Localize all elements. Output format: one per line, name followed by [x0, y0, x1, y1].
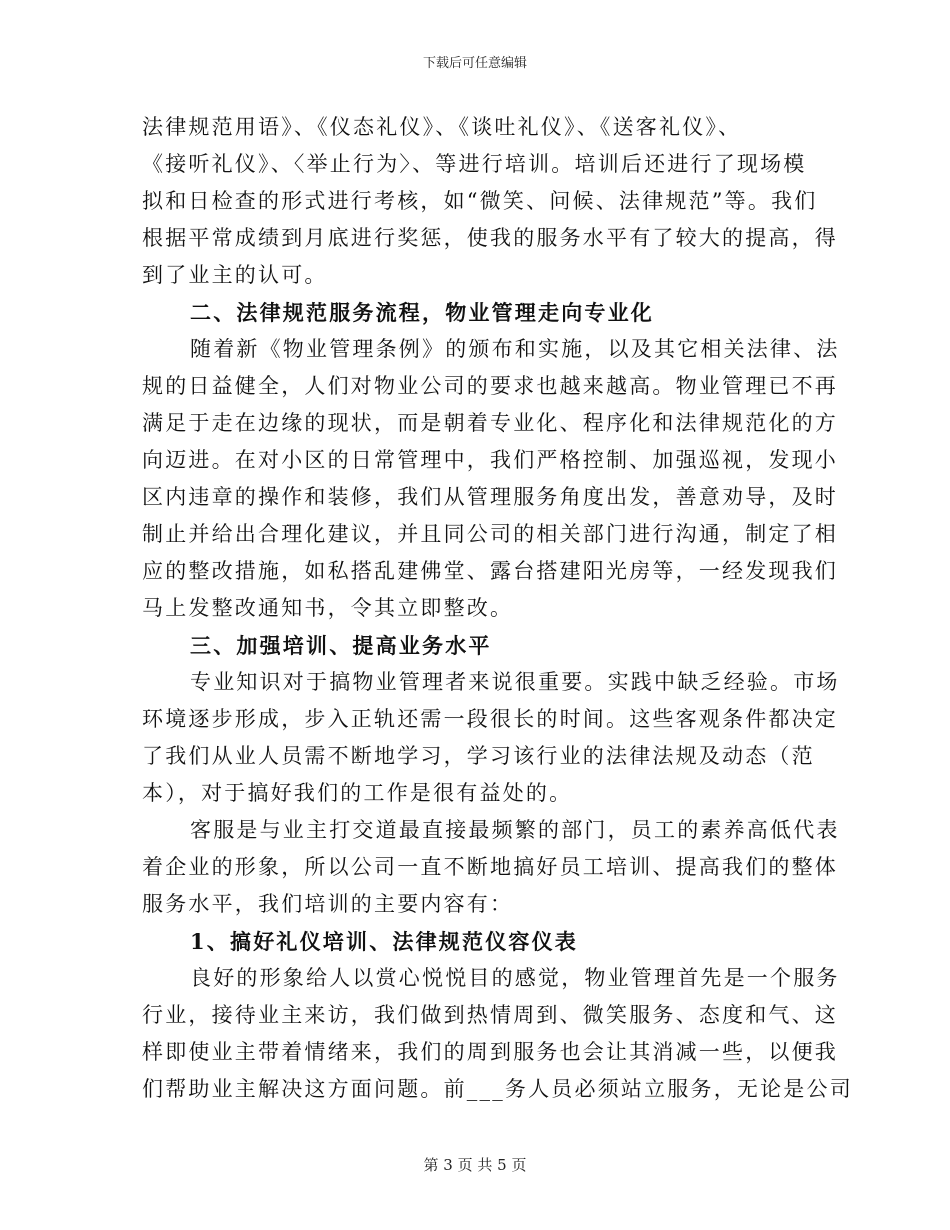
- page-footer: 第 3 页 共 5 页: [423, 1156, 527, 1174]
- body-line: 们帮助业主解决这方面问题。前___务人员必须站立服务，无论是公司: [142, 1077, 853, 1101]
- body-line: 服务水平，我们培训的主要内容有：: [142, 892, 514, 916]
- paragraph-start: 客服是与业主打交道最直接最频繁的部门，员工的素养高低代表: [190, 818, 840, 842]
- paragraph-start: 良好的形象给人以赏心悦悦目的感觉，物业管理首先是一个服务: [190, 966, 840, 990]
- body-line: 拟和日检查的形式进行考核，如“微笑、问候、法律规范”等。我们: [142, 189, 818, 213]
- body-line: 到了业主的认可。: [142, 263, 328, 287]
- body-line: 《接听礼仪》、〈举止行为〉、等进行培训。培训后还进行了现场模: [142, 152, 807, 176]
- body-line: 根据平常成绩到月底进行奖惩，使我的服务水平有了较大的提高，得: [142, 226, 838, 250]
- body-line: 满足于走在边缘的现状，而是朝着专业化、程序化和法律规范化的方: [142, 411, 838, 435]
- body-line: 马上发整改通知书，令其立即整改。: [142, 596, 514, 620]
- body-line: 应的整改措施，如私搭乱建佛堂、露台搭建阳光房等，一经发现我们: [142, 559, 838, 583]
- body-line: 制止并给出合理化建议，并且同公司的相关部门进行沟通，制定了相: [142, 522, 838, 546]
- body-line: 区内违章的操作和装修，我们从管理服务角度出发，善意劝导，及时: [142, 485, 838, 509]
- body-line: 了我们从业人员需不断地学习，学习该行业的法律法规及动态（范: [142, 744, 815, 768]
- subsection-heading-1: 1、搞好礼仪培训、法律规范仪容仪表: [190, 929, 579, 954]
- body-line: 法律规范用语》、《仪态礼仪》、《谈吐礼仪》、《送客礼仪》、: [142, 115, 742, 139]
- document-body: [142, 109, 853, 1108]
- body-line: 向迈进。在对小区的日常管理中，我们严格控制、加强巡视，发现小: [142, 448, 838, 472]
- body-line: 着企业的形象，所以公司一直不断地搞好员工培训、提高我们的整体: [142, 855, 838, 879]
- section-heading-3: 三、加强培训、提高业务水平: [190, 633, 492, 658]
- body-line: 行业，接待业主来访，我们做到热情周到、微笑服务、态度和气、这: [142, 1003, 838, 1027]
- paragraph-start: 随着新《物业管理条例》的颁布和实施，以及其它相关法律、法: [190, 337, 840, 361]
- body-line: 本），对于搞好我们的工作是很有益处的。: [142, 781, 573, 805]
- body-line: 环境逐步形成，步入正轨还需一段很长的时间。这些客观条件都决定: [142, 707, 838, 731]
- body-line: 规的日益健全，人们对物业公司的要求也越来越高。物业管理已不再: [142, 374, 838, 398]
- page-header: 下载后可任意编辑: [422, 56, 527, 71]
- section-heading-2: 二、法律规范服务流程，物业管理走向专业化: [190, 300, 654, 325]
- paragraph-start: 专业知识对于搞物业管理者来说很重要。实践中缺乏经验。市场: [190, 670, 840, 694]
- body-line: 样即使业主带着情绪来，我们的周到服务也会让其消减一些，以便我: [142, 1040, 838, 1064]
